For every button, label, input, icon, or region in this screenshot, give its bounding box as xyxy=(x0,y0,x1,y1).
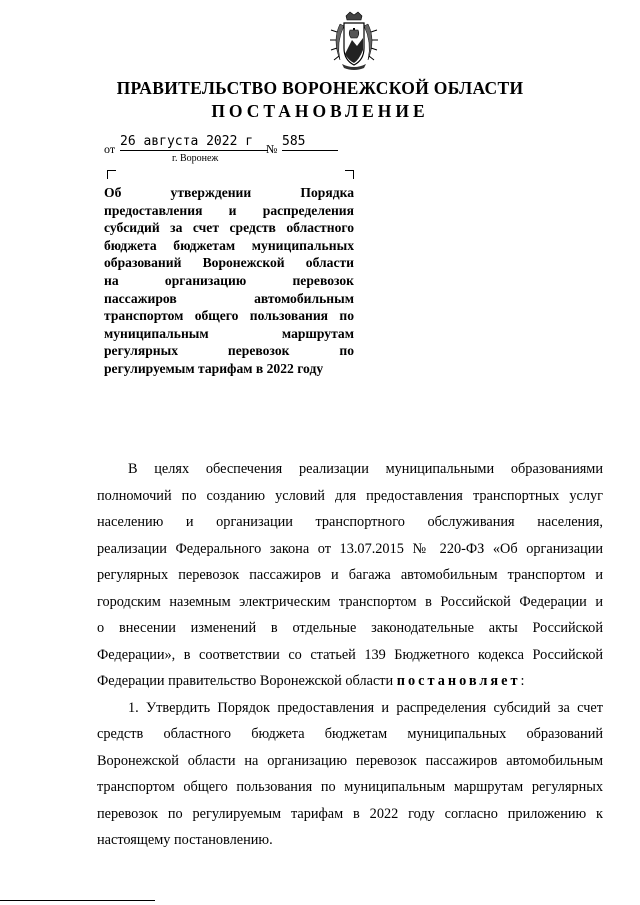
subject-bracket-right xyxy=(345,170,354,179)
decree-colon: : xyxy=(520,673,525,689)
subject-bracket-left xyxy=(107,170,116,179)
subject-line: транспортом общего пользования по xyxy=(104,308,354,324)
document-date: 26 августа 2022 г xyxy=(120,133,268,151)
subject-line: на организацию перевозок xyxy=(104,272,354,288)
subject-line: муниципальным маршрутам xyxy=(104,325,354,341)
paragraph-line: Воронежской области на организацию перевозок пассажиров автомобильным xyxy=(97,752,603,769)
coat-of-arms-emblem xyxy=(326,10,382,72)
document-number: 585 xyxy=(282,133,338,151)
subject-line: предоставления и распределения xyxy=(104,202,354,218)
subject-line: регулируемым тарифам в 2022 году xyxy=(104,360,324,376)
from-label: от xyxy=(104,142,116,156)
decree-word: постановляет xyxy=(396,673,521,689)
paragraph-line: В целях обеспечения реализации муниципальными образованиями xyxy=(128,461,603,477)
document-kind: ПОСТАНОВЛЕНИЕ xyxy=(211,101,429,121)
footnote-divider xyxy=(0,900,155,901)
number-label: № xyxy=(266,142,278,156)
subject-line: Об утверждении Порядка xyxy=(104,185,354,200)
paragraph-line: настоящему постановлению. xyxy=(97,832,273,848)
subject-line: субсидий за счет средств областного xyxy=(104,220,354,236)
paragraph-last-text: Федерации правительство Воронежской области xyxy=(97,673,394,689)
subject-line: пассажиров автомобильным xyxy=(104,290,354,306)
subject-line: образований Воронежской области xyxy=(104,255,354,271)
subject-line: регулярных перевозок по xyxy=(104,343,354,359)
city-label: г. Воронеж xyxy=(172,153,219,164)
paragraph-line: 1. Утвердить Порядок предоставления и распределения субсидий за счет xyxy=(128,699,603,716)
document-subject xyxy=(104,184,354,378)
paragraph-line xyxy=(97,668,603,695)
document-body xyxy=(97,456,603,854)
paragraph-line: реализации Федерального закона от 13.07.2015 № 220-ФЗ «Об организации xyxy=(97,540,603,557)
paragraph-line: городским наземным электрическим транспортом в Российской Федерации и xyxy=(97,593,603,610)
government-title: ПРАВИТЕЛЬСТВО ВОРОНЕЖСКОЙ ОБЛАСТИ xyxy=(116,78,524,98)
paragraph-line: Федерации», в соответствии со статьей 139 Бюджетного кодекса Российской xyxy=(97,646,603,663)
subject-line: бюджета бюджетам муниципальных xyxy=(104,237,354,253)
paragraph-line: регулярных перевозок пассажиров и багажа автомобильным транспортом и xyxy=(97,567,603,583)
paragraph-line: перевозок по регулируемым тарифам в 2022 году согласно приложению к xyxy=(97,805,603,822)
paragraph-line: полномочий по созданию условий для предоставления транспортных услуг xyxy=(97,487,603,504)
paragraph-line: о внесении изменений в отдельные законодательные акты Российской xyxy=(97,620,603,636)
paragraph-line: населению и организации транспортного обслуживания населения, xyxy=(97,514,603,530)
paragraph-line: транспортом общего пользования по муниципальным маршрутам регулярных xyxy=(97,779,603,795)
paragraph-line: средств областного бюджета бюджетам муниципальных образований xyxy=(97,726,603,742)
